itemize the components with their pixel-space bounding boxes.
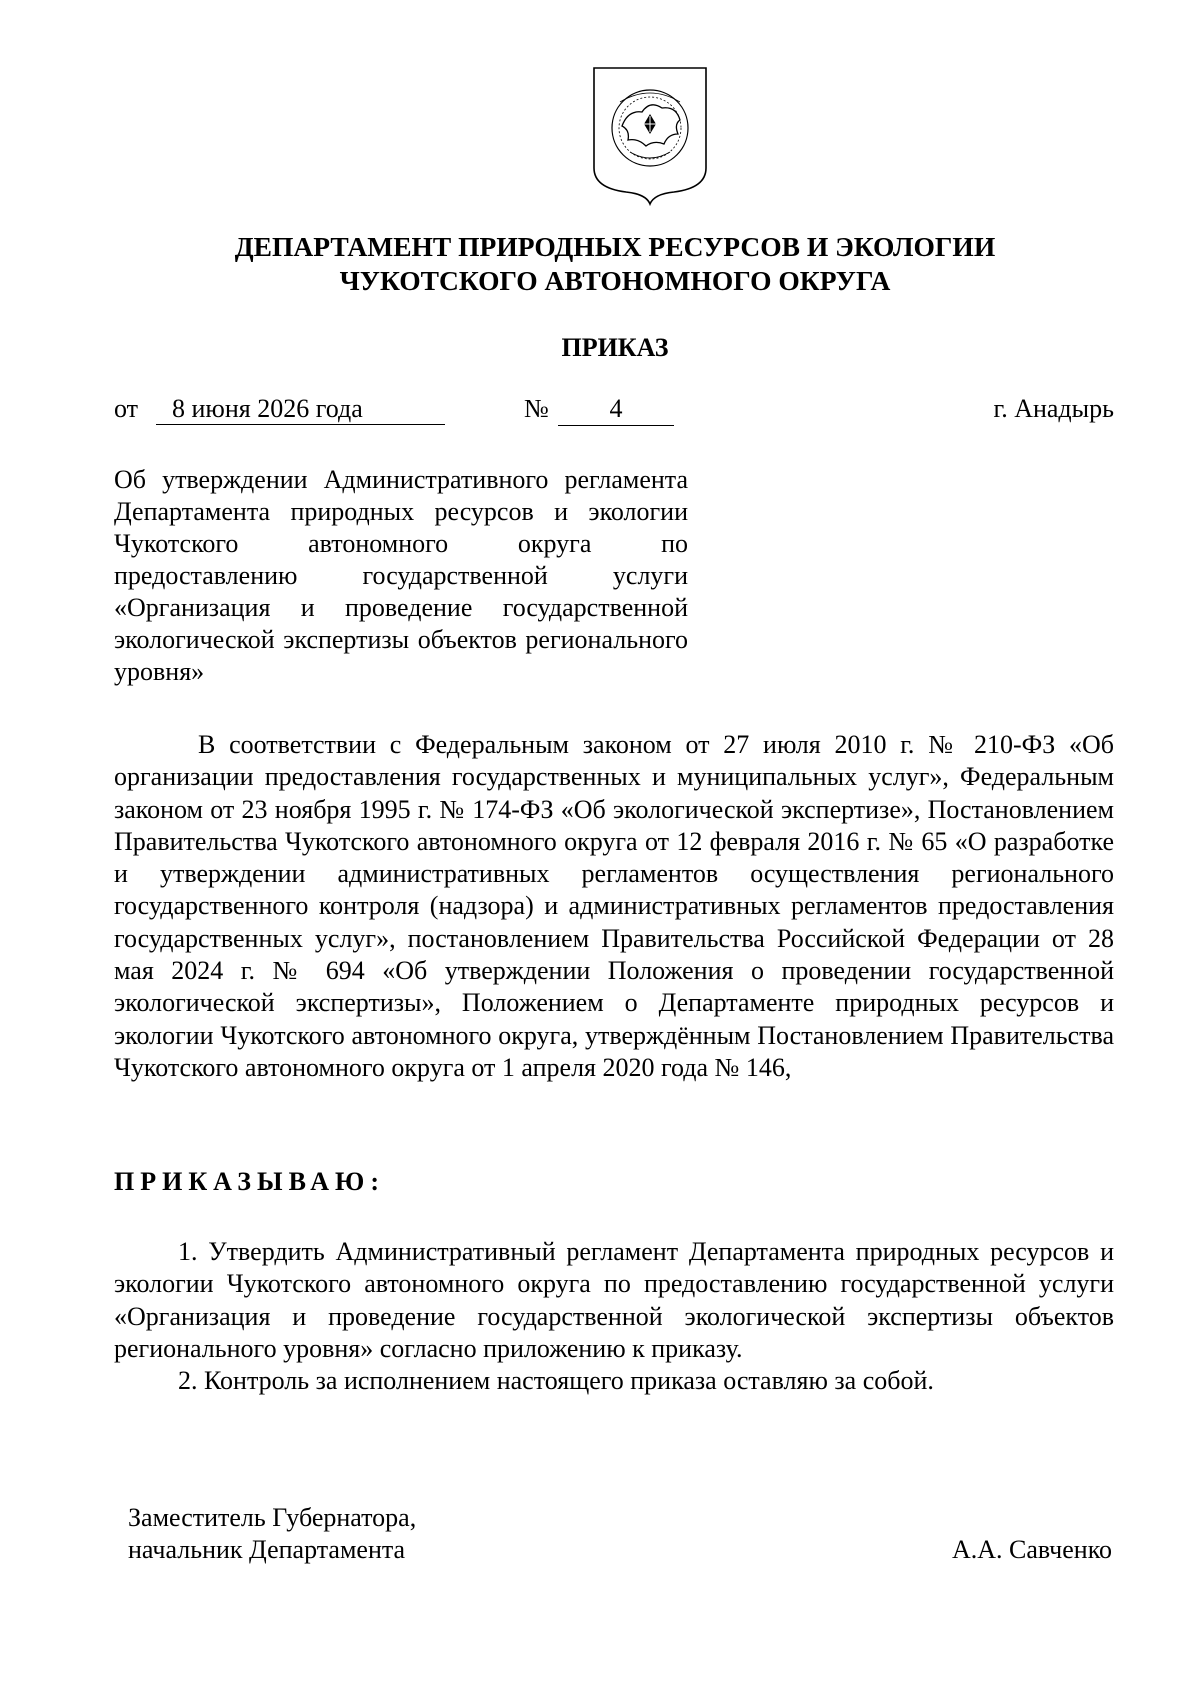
date-label: от	[114, 394, 139, 423]
document-meta-line	[114, 393, 1114, 429]
order-item: 2. Контроль за исполнением настоящего приказа оставляю за собой.	[178, 1366, 934, 1396]
document-place: г. Анадырь	[993, 394, 1114, 423]
document-subject: Об утверждении Административного регламента Департамента природных ресурсов и экологии Чукотского автономного округа по предоставлению государственной услуги «Организация и проведение государственной экологической экспертизы объектов регионального уровня»	[114, 465, 688, 686]
document-date: 8 июня 2026 года	[156, 393, 445, 425]
order-item: 1. Утвердить Административный регламент Департамента природных ресурсов и экологии Чукотского автономного округа по предоставлению государственной услуги «Организация и проведение государственной экологической экспертизы объектов регионального уровня» согласно приложению к приказу.	[114, 1237, 1114, 1363]
organization-name-line1: ДЕПАРТАМЕНТ ПРИРОДНЫХ РЕСУРСОВ И ЭКОЛОГИИ	[234, 231, 996, 262]
coat-of-arms-emblem	[590, 64, 710, 206]
signatory-name: А.А. Савченко	[951, 1535, 1112, 1564]
document-type-title: ПРИКАЗ	[561, 333, 669, 362]
order-items	[114, 1236, 1114, 1397]
preamble-paragraph: В соответствии с Федеральным законом от 27 июля 2010 г. № 210-ФЗ «Об организации предоставления государственных и муниципальных услуг», Федеральным законом от 23 ноября 1995 г. № 174-ФЗ «Об экологической экспертизе», Постановлением Правительства Чукотского автономного округа от 12 февраля 2016 г. № 65 «О разработке и утверждении административных регламентов осуществления регионального государственного контроля (надзора) и административных регламентов предоставления государственных услуг», постановлением Правительства Российской Федерации от 28 мая 2024 г. № 694 «Об утверждении Положения о проведении государственной экологической экспертизы», Положением о Департаменте природных ресурсов и экологии Чукотского автономного округа, утверждённым Постановлением Правительства Чукотского автономного округа от 1 апреля 2020 года № 146,	[114, 730, 1114, 1082]
signatory-position	[128, 1502, 628, 1566]
number-label: №	[524, 394, 549, 423]
signatory-position-line1: Заместитель Губернатора,	[128, 1503, 417, 1532]
document-number: 4	[558, 393, 674, 426]
order-heading: ПРИКАЗЫВАЮ:	[114, 1167, 385, 1196]
signatory-position-line2: начальник Департамента	[128, 1535, 406, 1564]
organization-name-line2: ЧУКОТСКОГО АВТОНОМНОГО ОКРУГА	[339, 265, 891, 296]
